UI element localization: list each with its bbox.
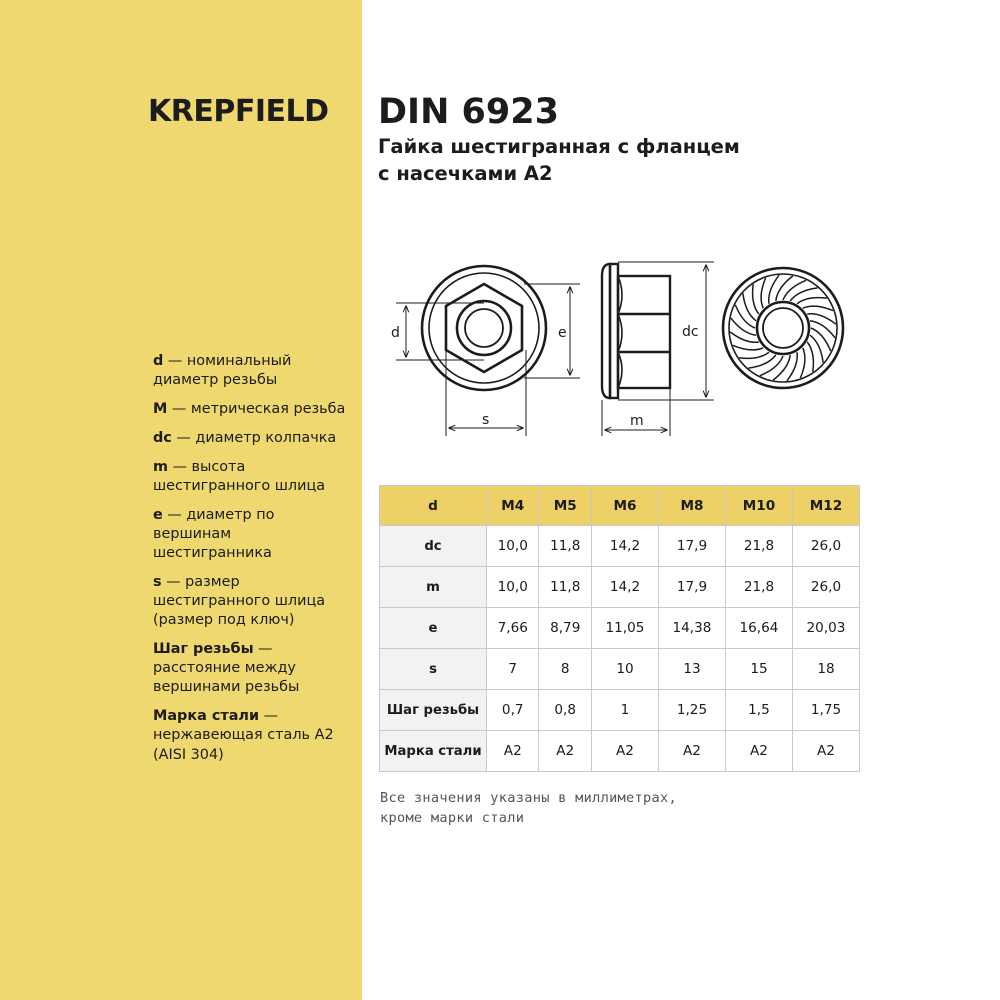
serration-ridge bbox=[739, 352, 769, 358]
nut-side-view bbox=[602, 264, 670, 398]
legend-desc: нержавеющая сталь А2 (AISI 304) bbox=[153, 727, 334, 763]
label-m: m bbox=[630, 413, 644, 429]
legend-term: s bbox=[153, 573, 162, 590]
serration-ridge bbox=[810, 335, 823, 362]
specs-table bbox=[379, 485, 860, 772]
header-cell: M10 bbox=[725, 486, 792, 526]
row-header-cell: Шаг резьбы bbox=[380, 690, 487, 731]
header-cell: M8 bbox=[658, 486, 725, 526]
serration-ridge bbox=[790, 288, 817, 301]
table-cell: 1,5 bbox=[725, 690, 792, 731]
legend-term: Марка стали bbox=[153, 708, 260, 725]
legend-item bbox=[153, 352, 353, 390]
table-row bbox=[380, 608, 860, 649]
table-cell: 17,9 bbox=[658, 567, 725, 608]
legend-term: m bbox=[153, 458, 168, 475]
legend-term: M bbox=[153, 401, 168, 417]
table-row bbox=[380, 567, 860, 608]
legend-item bbox=[153, 573, 353, 631]
table-header-row bbox=[380, 486, 860, 526]
serration-ridge bbox=[803, 306, 833, 311]
standard-title: DIN 6923 bbox=[378, 92, 559, 132]
serration-ridge bbox=[797, 298, 827, 304]
table-cell: 0,8 bbox=[539, 690, 591, 731]
serration-ridge bbox=[730, 332, 759, 342]
serration-ridge bbox=[743, 293, 756, 320]
serration-ridge bbox=[769, 275, 779, 304]
table-cell: 13 bbox=[658, 649, 725, 690]
product-subtitle bbox=[378, 133, 848, 187]
legend-item bbox=[153, 429, 353, 448]
table-row bbox=[380, 526, 860, 567]
row-header-cell: dc bbox=[380, 526, 487, 567]
header-cell: M5 bbox=[539, 486, 591, 526]
table-cell: 15 bbox=[725, 649, 792, 690]
legend-dash: — bbox=[162, 506, 187, 523]
legend-dash: — bbox=[163, 353, 187, 369]
legend-item bbox=[153, 458, 353, 496]
brand-logo: KREPFIELD bbox=[148, 94, 329, 129]
legend-term: d bbox=[153, 353, 164, 369]
row-header-cell: e bbox=[380, 608, 487, 649]
subtitle-line-1: Гайка шестигранная с фланцем bbox=[378, 135, 740, 158]
table-row bbox=[380, 690, 860, 731]
table-cell: 1,25 bbox=[658, 690, 725, 731]
row-header-cell: Марка стали bbox=[380, 731, 487, 772]
table-cell: А2 bbox=[658, 731, 725, 772]
legend-desc: диаметр колпачка bbox=[195, 429, 337, 446]
table-cell: 7,66 bbox=[487, 608, 539, 649]
specs-table-body bbox=[380, 526, 860, 772]
serration-ridge bbox=[753, 284, 759, 314]
table-cell: 18 bbox=[792, 649, 859, 690]
nut-bottom-view bbox=[723, 268, 843, 388]
table-row bbox=[380, 649, 860, 690]
header-cell: M6 bbox=[591, 486, 658, 526]
legend bbox=[153, 352, 353, 774]
table-cell: 10 bbox=[591, 649, 658, 690]
legend-item bbox=[153, 640, 353, 698]
table-cell: А2 bbox=[487, 731, 539, 772]
table-row bbox=[380, 731, 860, 772]
legend-item bbox=[153, 506, 353, 564]
table-cell: 1,75 bbox=[792, 690, 859, 731]
table-cell: 11,8 bbox=[539, 567, 591, 608]
legend-desc: размер шестигранного шлица (размер под ключ) bbox=[153, 573, 326, 629]
note-line-1: Все значения указаны в миллиметрах, bbox=[380, 790, 677, 806]
table-cell: 26,0 bbox=[792, 526, 859, 567]
table-cell: А2 bbox=[792, 731, 859, 772]
table-cell: А2 bbox=[591, 731, 658, 772]
serration-ridge bbox=[807, 314, 836, 324]
serration-ridge bbox=[733, 345, 763, 350]
label-d: d bbox=[391, 325, 400, 341]
label-e: e bbox=[558, 325, 567, 341]
legend-desc: метрическая резьба bbox=[190, 401, 346, 417]
label-dc: dc bbox=[682, 324, 699, 340]
legend-desc: расстояние между вершинами резьбы bbox=[153, 660, 300, 696]
legend-dash: — bbox=[253, 641, 273, 657]
table-cell: 14,2 bbox=[591, 567, 658, 608]
table-cell: 0,7 bbox=[487, 690, 539, 731]
header-cell: d bbox=[380, 486, 487, 526]
subtitle-line-2: с насечками А2 bbox=[378, 162, 553, 185]
legend-dash: — bbox=[161, 573, 186, 590]
table-cell: 26,0 bbox=[792, 567, 859, 608]
serration-ridge bbox=[748, 355, 775, 368]
table-cell: 21,8 bbox=[725, 567, 792, 608]
table-cell: 21,8 bbox=[725, 526, 792, 567]
table-cell: 11,8 bbox=[539, 526, 591, 567]
table-cell: 10,0 bbox=[487, 567, 539, 608]
table-cell: 8,79 bbox=[539, 608, 591, 649]
serration-ridge bbox=[800, 348, 805, 378]
table-cell: 10,0 bbox=[487, 526, 539, 567]
units-note bbox=[380, 789, 800, 828]
table-cell: 11,05 bbox=[591, 608, 658, 649]
header-cell: M12 bbox=[792, 486, 859, 526]
legend-desc: номинальный диаметр резьбы bbox=[153, 353, 292, 389]
legend-item bbox=[153, 707, 353, 765]
serration-ridge bbox=[807, 342, 813, 372]
row-header-cell: s bbox=[380, 649, 487, 690]
table-cell: 8 bbox=[539, 649, 591, 690]
serration-ridge bbox=[787, 352, 797, 381]
serration-ridge bbox=[761, 278, 766, 308]
legend-desc: диаметр по вершинам шестигранника bbox=[153, 506, 275, 561]
specs-table-head bbox=[380, 486, 860, 526]
legend-dash: — bbox=[171, 429, 196, 446]
table-cell: 14,2 bbox=[591, 526, 658, 567]
legend-item bbox=[153, 400, 353, 419]
note-line-2: кроме марки стали bbox=[380, 809, 525, 826]
table-cell: 20,03 bbox=[792, 608, 859, 649]
table-cell: 14,38 bbox=[658, 608, 725, 649]
header-cell: M4 bbox=[487, 486, 539, 526]
table-cell: А2 bbox=[539, 731, 591, 772]
table-cell: 16,64 bbox=[725, 608, 792, 649]
table-cell: 7 bbox=[487, 649, 539, 690]
legend-dash: — bbox=[168, 458, 192, 475]
legend-dash: — bbox=[167, 401, 191, 417]
table-cell: А2 bbox=[725, 731, 792, 772]
nut-top-view bbox=[422, 266, 546, 390]
table-cell: 1 bbox=[591, 690, 658, 731]
row-header-cell: m bbox=[380, 567, 487, 608]
legend-term: dc bbox=[153, 429, 172, 446]
legend-term: Шаг резьбы bbox=[153, 641, 254, 657]
label-s: s bbox=[482, 412, 490, 428]
legend-desc: высота шестигранного шлица bbox=[153, 458, 326, 494]
legend-dash: — bbox=[259, 708, 278, 725]
legend-term: e bbox=[153, 506, 163, 523]
nut-technical-drawing bbox=[378, 244, 858, 444]
table-cell: 17,9 bbox=[658, 526, 725, 567]
